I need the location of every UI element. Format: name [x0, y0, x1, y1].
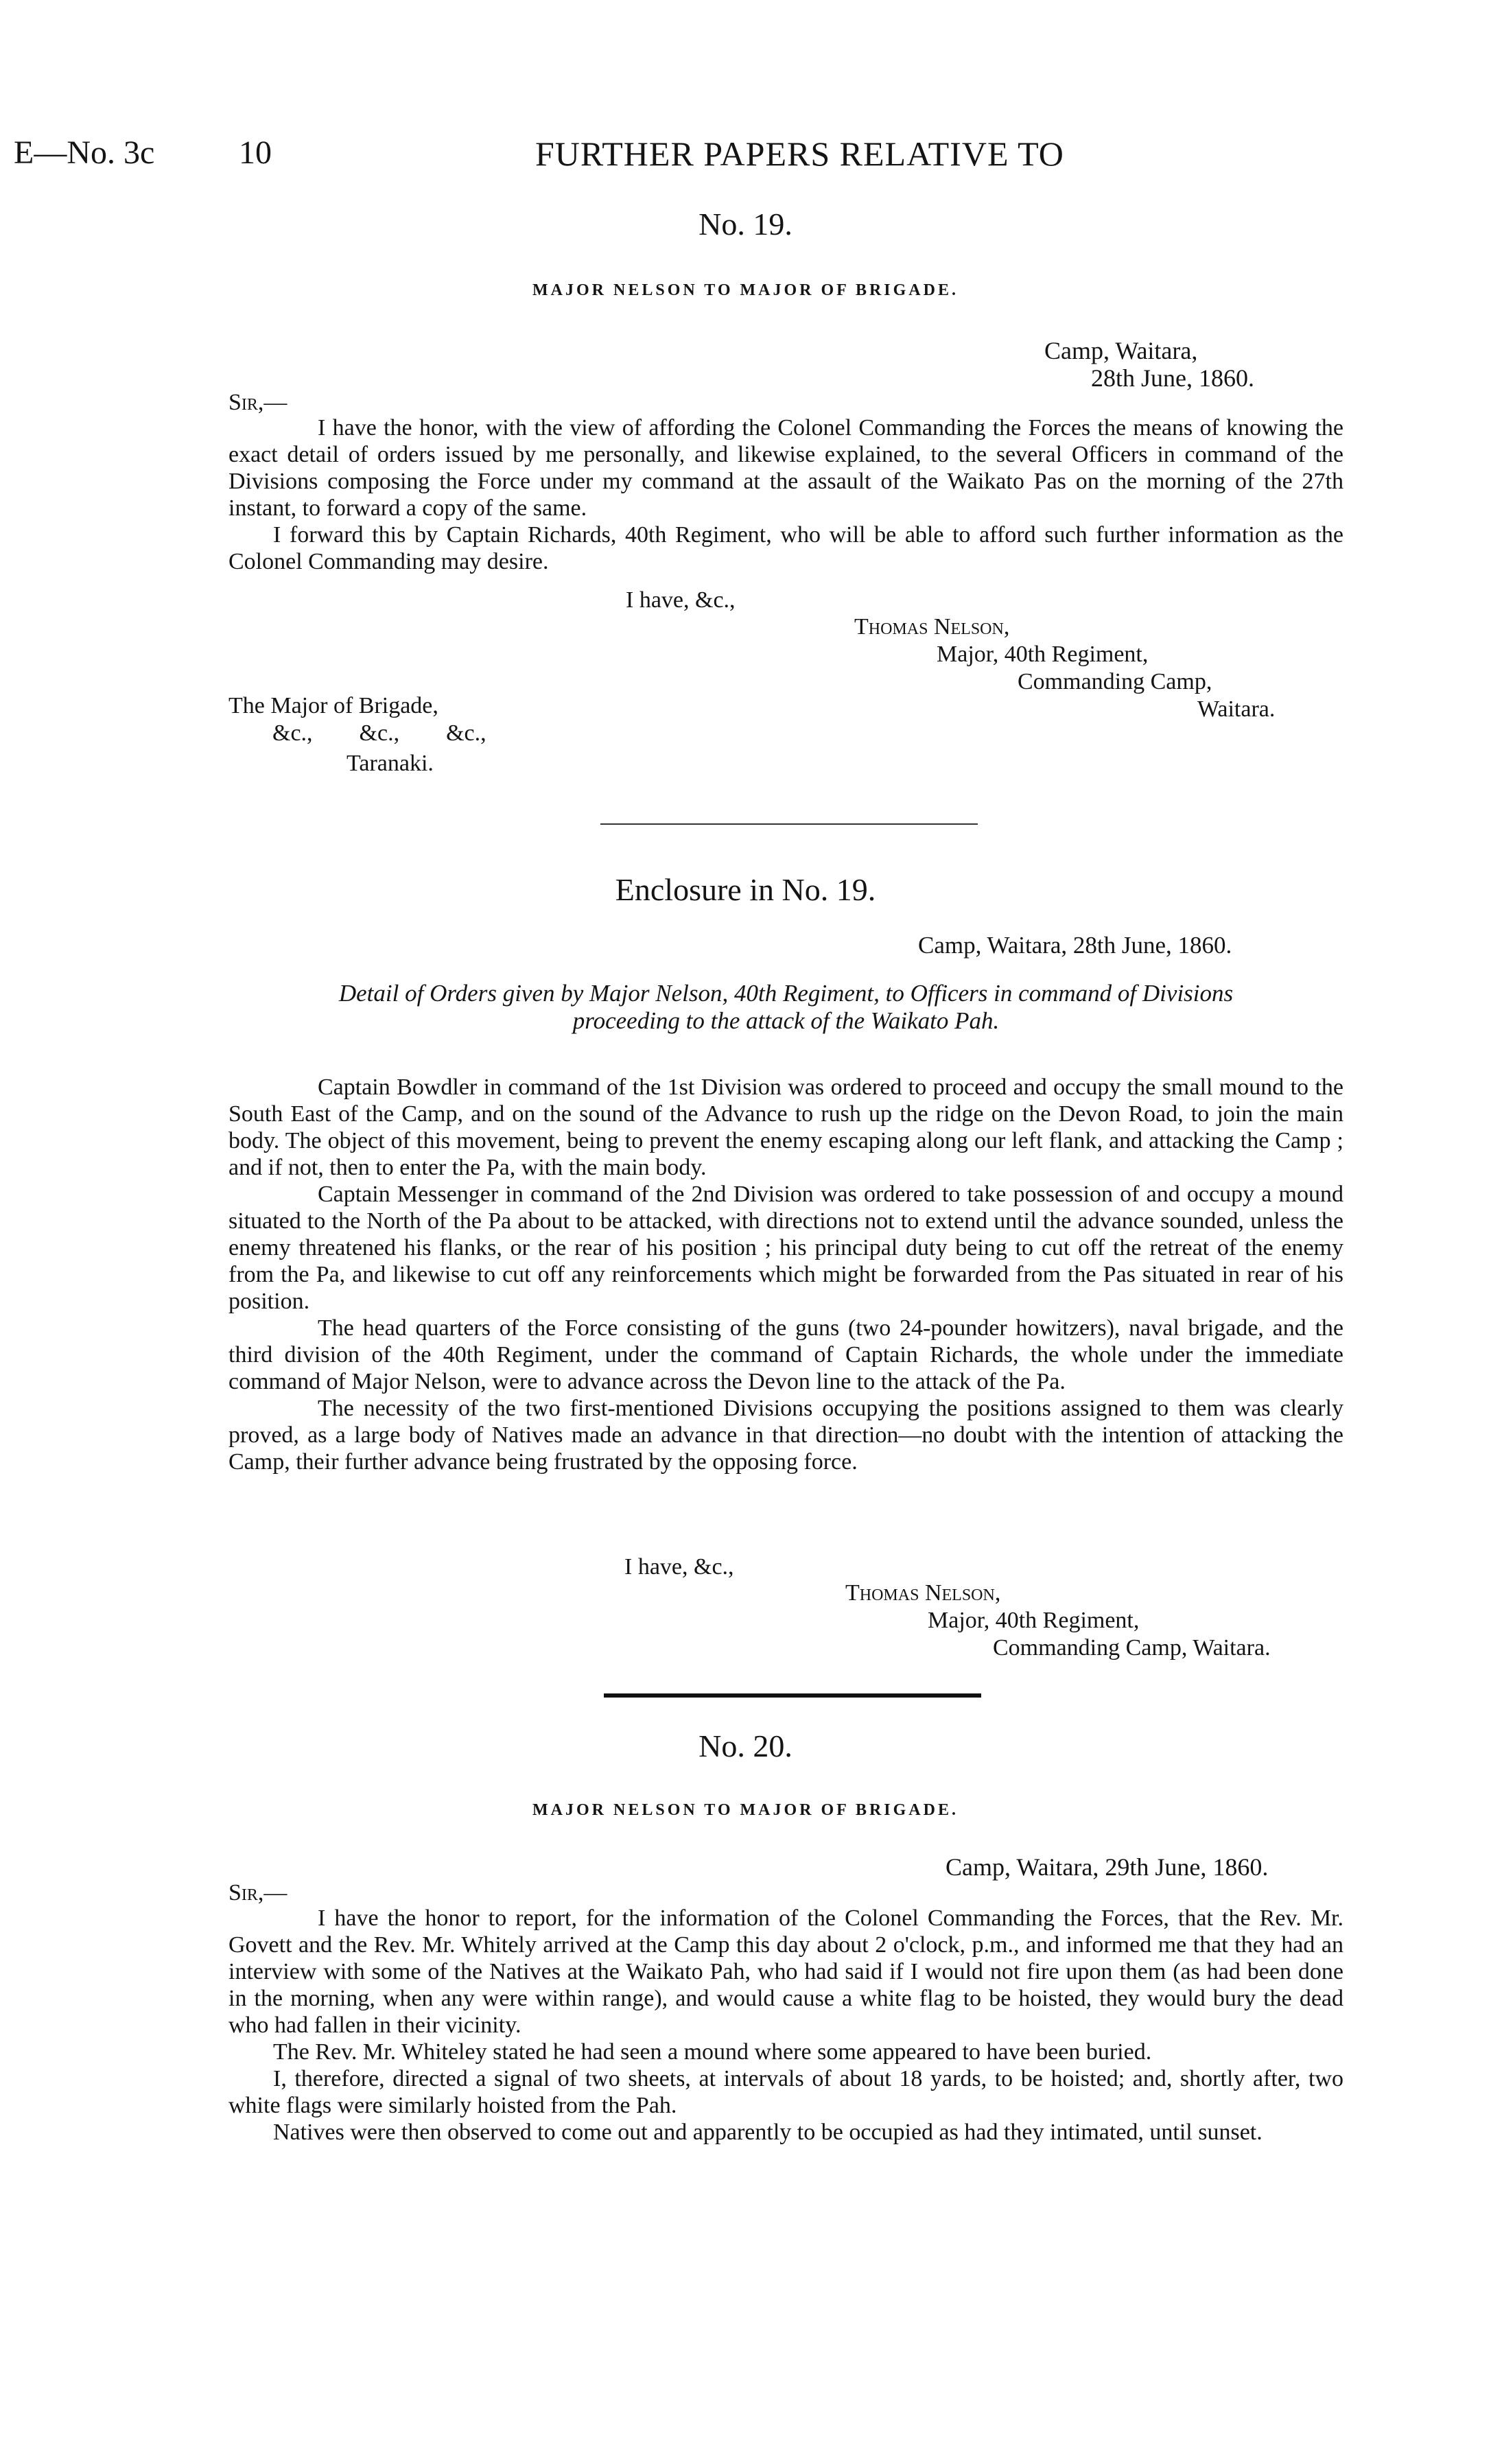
- paragraph: I, therefore, directed a signal of two sheets, at intervals of about 18 yards, to be hoisted; and, shortly after, two white flags were similarly hoisted from the Pah.: [228, 2066, 1343, 2118]
- letter-19-signature-name: Thomas Nelson,: [854, 614, 1010, 640]
- letter-20-body: [228, 1905, 1343, 2146]
- paragraph: The necessity of the two first-mentioned Divisions occupying the positions assigned to them was clearly proved, as a large body of Natives made an advance in that direction—no doubt with the intention of attacking the Camp, their further advance being frustrated by the opposing force.: [228, 1396, 1343, 1475]
- letter-19-date: 28th June, 1860.: [1091, 364, 1254, 392]
- letter-19-signature-rank: Major, 40th Regiment,: [937, 642, 1149, 667]
- paragraph: Captain Bowdler in command of the 1st Division was ordered to proceed and occupy the small mound to the South East of the Camp, and on the sound of the Advance to rush up the ridge on the Devon Road, to join the main body. The object of this movement, being to prevent the enemy escaping along our left flank, and attacking the Camp ; and if not, then to enter the Pa, with the main body.: [228, 1075, 1343, 1180]
- letter-19-addressee-etc: &c., &c., &c.,: [272, 720, 486, 746]
- enclosure-19-signature-name: Thomas Nelson,: [845, 1580, 1001, 1606]
- enclosure-19-heading-line-2: proceeding to the attack of the Waikato Pah.: [572, 1007, 1000, 1034]
- letter-19-addressee: The Major of Brigade,: [228, 693, 438, 718]
- paragraph: I have the honor, with the view of affording the Colonel Commanding the Forces the means of knowing the exact detail of orders issued by me personally, and likewise explained, to the several Officers in command of the Divisions composing the Force under my command at the assault of the Waikato Pas on the morning of the 27th instant, to forward a copy of the same.: [228, 415, 1343, 521]
- enclosure-19-dateline: Camp, Waitara, 28th June, 1860.: [918, 932, 1232, 959]
- paragraph: I forward this by Captain Richards, 40th Regiment, who will be able to afford such further information as the Colonel Commanding may desire.: [228, 522, 1343, 574]
- letter-19-signature-role: Commanding Camp,: [1018, 669, 1212, 694]
- enclosure-19-closing: I have, &c.,: [624, 1554, 734, 1580]
- paragraph: I have the honor to report, for the information of the Colonel Commanding the Forces, that the Rev. Mr. Govett and the Rev. Mr. Whitely arrived at the Camp this day about 2 o'clock, p.m., and informed me that they had an interview with some of the Natives at the Waikato Pah, who had said if I would not fire upon them (as had been done in the morning, when any were within range), and would cause a white flag to be hoisted, they would bury the dead who had fallen in their vicinity.: [228, 1905, 1343, 2038]
- enclosure-19-heading-line-1: Detail of Orders given by Major Nelson, 40th Regiment, to Officers in command of Divisions: [338, 980, 1234, 1007]
- enclosure-19-title: Enclosure in No. 19.: [615, 872, 876, 907]
- running-title: FURTHER PAPERS RELATIVE TO: [535, 134, 1064, 173]
- page-number: 10: [239, 134, 272, 171]
- letter-19-closing: I have, &c.,: [626, 587, 736, 613]
- letter-19-number: No. 19.: [698, 207, 793, 242]
- letter-20-dateline: Camp, Waitara, 29th June, 1860.: [946, 1853, 1269, 1881]
- letter-20-salutation: Sir,—: [228, 1880, 287, 1905]
- letter-19-addressee-place: Taranaki.: [347, 751, 434, 776]
- section-divider: [600, 823, 978, 825]
- letter-20-heading: MAJOR NELSON TO MAJOR OF BRIGADE.: [532, 1801, 959, 1819]
- enclosure-19-heading: [228, 980, 1343, 1035]
- letter-20-number: No. 20.: [698, 1728, 793, 1763]
- letter-19-body: [228, 414, 1343, 575]
- enclosure-19-signature-rank: Major, 40th Regiment,: [928, 1608, 1140, 1633]
- enclosure-19-body: [228, 1074, 1343, 1475]
- paragraph: The Rev. Mr. Whiteley stated he had seen a mound where some appeared to have been buried.: [273, 2039, 1152, 2065]
- enclosure-19-signature-role: Commanding Camp, Waitara.: [993, 1635, 1271, 1661]
- paragraph: Natives were then observed to come out and apparently to be occupied as had they intimated, until sunset.: [273, 2120, 1263, 2145]
- paragraph: The head quarters of the Force consisting of the guns (two 24-pounder howitzers), naval brigade, and the third division of the 40th Regiment, under the command of Captain Richards, the whole under the immediate command of Major Nelson, were to advance across the Devon line to the attack of the Pa.: [228, 1315, 1343, 1394]
- letter-19-heading: MAJOR NELSON TO MAJOR OF BRIGADE.: [532, 281, 959, 299]
- letter-19-signature-place: Waitara.: [1197, 696, 1276, 722]
- letter-19-salutation: Sir,—: [228, 390, 287, 415]
- letter-19-place: Camp, Waitara,: [1044, 337, 1198, 364]
- section-divider-thick: [604, 1693, 981, 1698]
- document-code: E—No. 3c: [14, 134, 155, 171]
- paragraph: Captain Messenger in command of the 2nd Division was ordered to take possession of and occupy a mound situated to the North of the Pa about to be attacked, with directions not to extend until the advance sounded, unless the enemy threatened his flanks, or the rear of his position ; his principal duty being to cut off the retreat of the enemy from the Pa, and likewise to cut off any reinforcements which might be forwarded from the Pas situated in rear of his position.: [228, 1182, 1343, 1314]
